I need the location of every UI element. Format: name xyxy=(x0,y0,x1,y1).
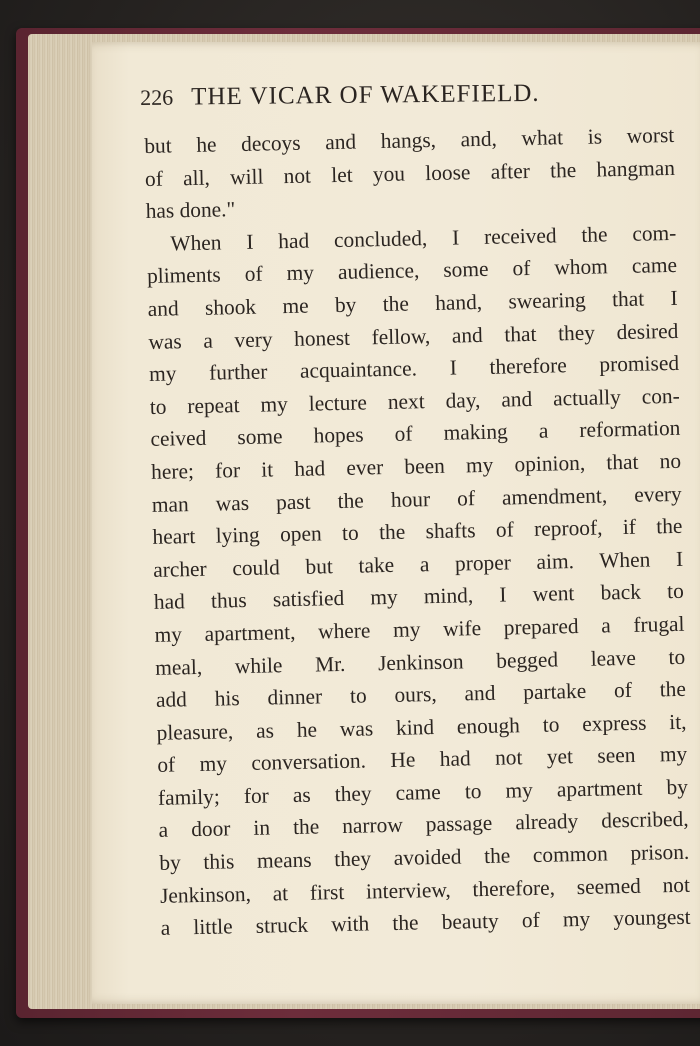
page-header xyxy=(140,78,680,118)
text-line: by this means they avoided the common prison. xyxy=(159,839,690,875)
text-line: my further acquaintance. I therefore promised xyxy=(148,351,680,387)
page-number: 226 xyxy=(140,84,174,110)
text-line: to repeat my lecture next day, and actually con- xyxy=(149,383,680,419)
text-line: add his dinner to ours, and partake of the xyxy=(155,676,687,712)
text-line: archer could but take a proper aim. When I xyxy=(152,546,684,582)
text-line: When I had concluded, I received the com- xyxy=(170,220,677,256)
text-line: of my conversation. He had not yet seen my xyxy=(157,742,688,778)
text-line: family; for as they came to my apartment by xyxy=(157,774,689,810)
text-line: a door in the narrow passage already described, xyxy=(158,807,689,843)
text-line: my apartment, where my wife prepared a frugal xyxy=(154,611,685,647)
text-line: but he decoys and hangs, and, what is worst xyxy=(144,122,675,158)
text-line: here; for it had ever been my opinion, that no xyxy=(150,448,682,484)
text-line: man was past the hour of amendment, every xyxy=(151,481,682,517)
text-line: had thus satisfied my mind, I went back to xyxy=(153,579,685,615)
text-line: heart lying open to the shafts of reproof, if the xyxy=(152,513,683,550)
body-text xyxy=(144,119,691,945)
text-line: of all, will not let you loose after the hangman xyxy=(144,155,676,191)
text-line: and shook me by the hand, swearing that I xyxy=(147,285,678,321)
text-line: has done." xyxy=(145,197,236,224)
text-line: pleasure, as he was kind enough to express it, xyxy=(156,709,687,745)
text-line: ceived some hopes of making a reformation xyxy=(150,416,681,452)
text-line: Jenkinson, at first interview, therefore, seemed not xyxy=(159,872,691,908)
running-title: THE VICAR OF WAKEFIELD. xyxy=(190,79,540,111)
text-line: meal, while Mr. Jenkinson begged leave to xyxy=(155,644,686,680)
text-line: a little struck with the beauty of my youngest xyxy=(160,904,691,941)
text-line: was a very honest fellow, and that they desired xyxy=(148,318,679,354)
text-line: pliments of my audience, some of whom came xyxy=(146,253,678,289)
